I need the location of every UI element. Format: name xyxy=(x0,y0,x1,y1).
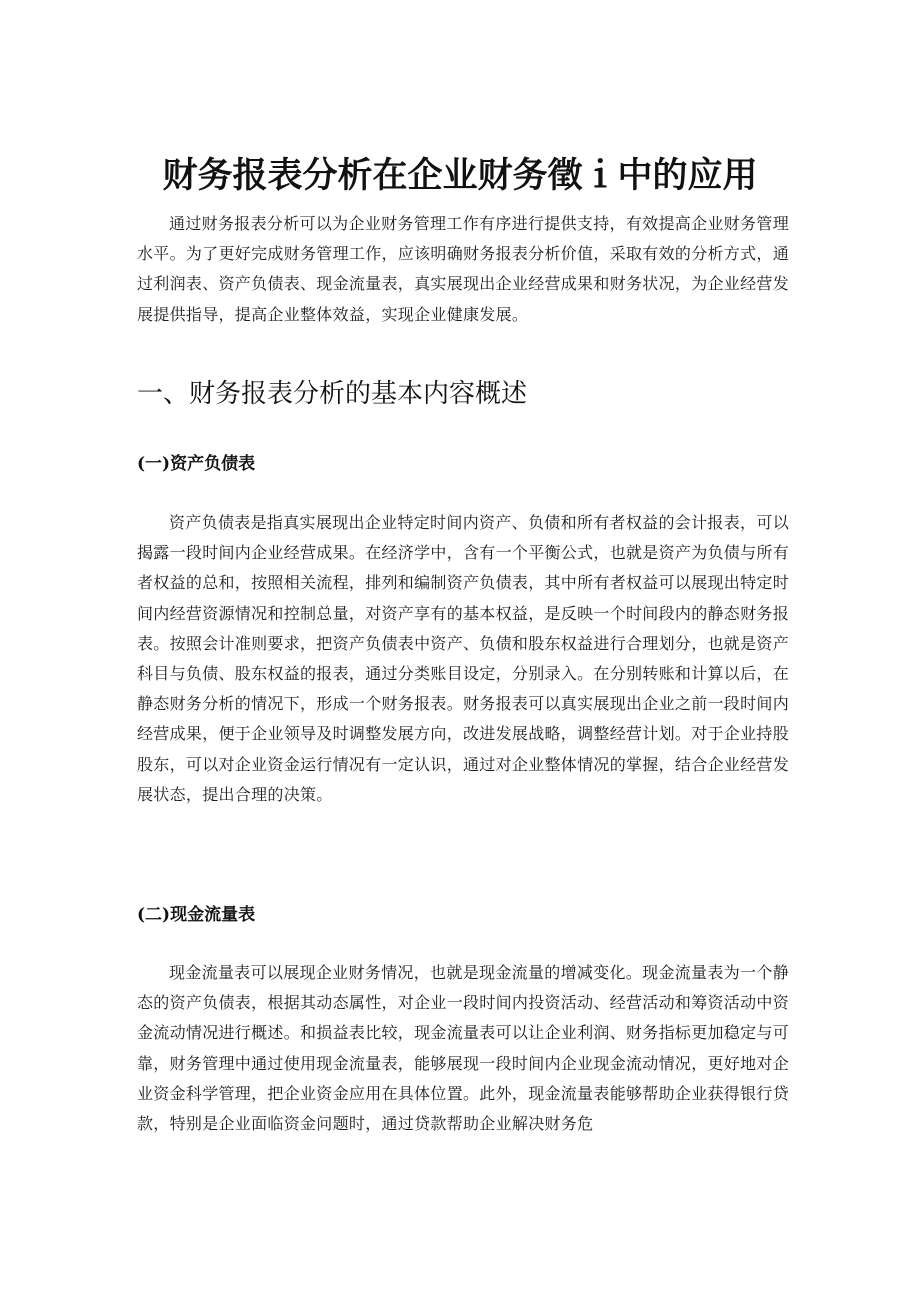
section-heading-1: 一、财务报表分析的基本内容概述 xyxy=(137,379,528,409)
subsection-heading-cash-flow: (二)现金流量表 xyxy=(137,905,256,925)
document-title: 财务报表分析在企业财务徵ｉ中的应用 xyxy=(162,156,758,197)
intro-paragraph: 通过财务报表分析可以为企业财务管理工作有序进行提供支持，有效提高企业财务管理水平。为了更好完成财务管理工作，应该明确财务报表分析价值，采取有效的分析方式，通过利润表、资产负债表、现金流量表，真实展现出企业经营成果和财务状况，为企业经营发展提供指导，提高企业整体效益，实现企业健康发展。 xyxy=(137,214,790,324)
cash-flow-paragraph: 现金流量表可以展现企业财务情况，也就是现金流量的增减变化。现金流量表为一个静态的资产负债表，根据其动态属性，对企业一段时间内投资活动、经营活动和筹资活动中资金流动情况进行概述。和损益表比较，现金流量表可以让企业利润、财务指标更加稳定与可靠，财务管理中通过使用现金流量表，能够展现一段时间内企业现金流动情况，更好地对企业资金科学管理，把企业资金应用在具体位置。此外，现金流量表能够帮助企业获得银行贷款，特别是企业面临资金问题时，通过贷款帮助企业解决财务危 xyxy=(137,963,790,1134)
balance-sheet-paragraph: 资产负债表是指真实展现出企业特定时间内资产、负债和所有者权益的会计报表，可以揭露一段时间内企业经营成果。在经济学中，含有一个平衡公式，也就是资产为负债与所有者权益的总和，按照相关流程，排列和编制资产负债表，其中所有者权益可以展现出特定时间内经营资源情况和控制总量，对资产享有的基本权益，是反映一个时间段内的静态财务报表。按照会计准则要求，把资产负债表中资产、负债和股东权益进行合理划分，也就是资产科目与负债、股东权益的报表，通过分类账目设定，分别录入。在分别转账和计算以后，在静态财务分析的情况下，形成一个财务报表。财务报表可以真实展现出企业之前一段时间内经营成果，便于企业领导及时调整发展方向，改进发展战略，调整经营计划。对于企业持股股东，可以对企业资金运行情况有一定认识，通过对企业整体情况的掌握，结合企业经营发展状态，提出合理的决策。 xyxy=(137,513,790,804)
subsection-heading-balance-sheet: (一)资产负债表 xyxy=(137,454,256,474)
